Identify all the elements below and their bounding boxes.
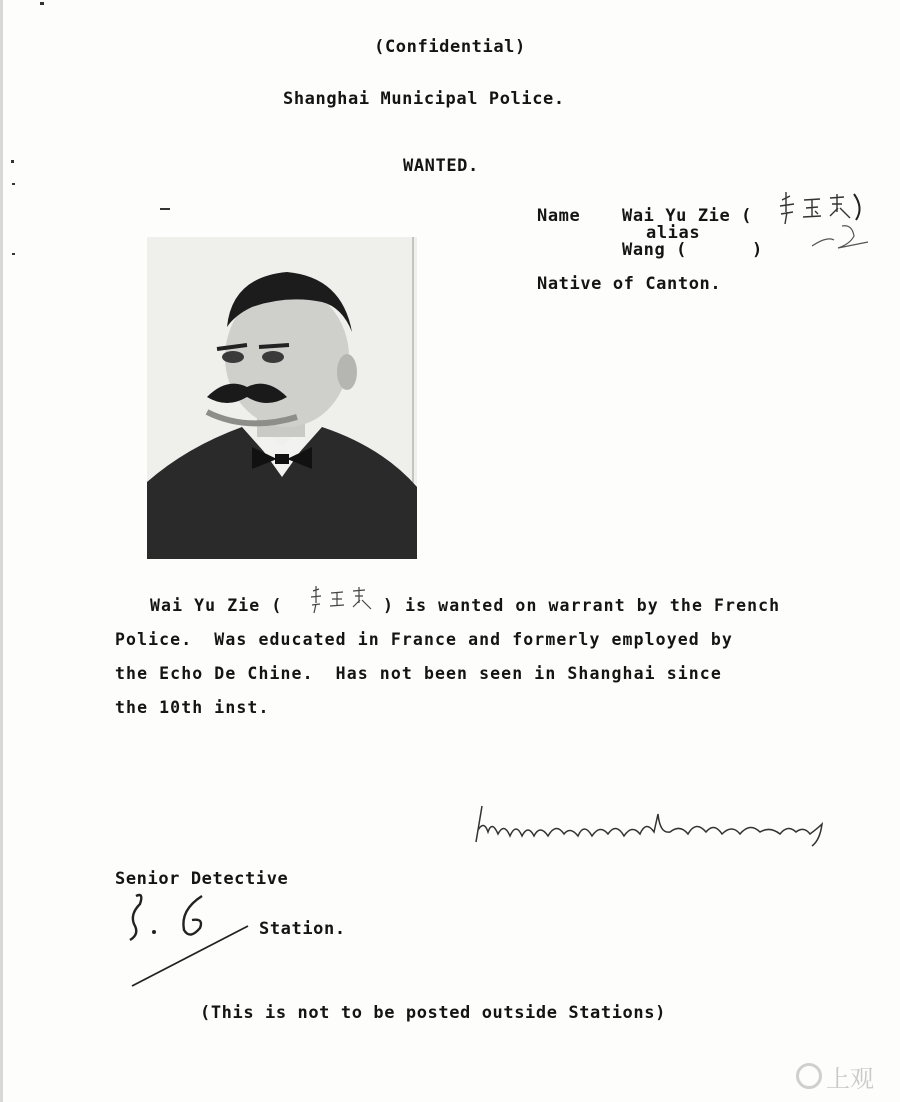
notice-line-3: the Echo De Chine. Has not been seen in Shanghai since xyxy=(115,664,722,683)
handwritten-chinese-name-small-image xyxy=(305,583,383,617)
native-of-line: Native of Canton. xyxy=(537,274,722,294)
notice-line-4: the 10th inst. xyxy=(115,698,270,717)
handwritten-signature-image xyxy=(470,800,830,850)
confidential-label: (Confidential) xyxy=(374,37,526,57)
notice-line-1a: Wai Yu Zie ( xyxy=(150,596,283,615)
alias-label: alias xyxy=(646,223,701,243)
scan-speck xyxy=(12,183,15,185)
scan-speck xyxy=(160,208,170,210)
name-value: Wai Yu Zie ( xyxy=(622,206,753,226)
watermark-text: 上观 xyxy=(826,1064,874,1093)
notice-line-2: Police. Was educated in France and formerly employed by xyxy=(115,630,733,649)
page-edge xyxy=(0,0,3,1102)
scan-speck xyxy=(12,253,15,255)
handwritten-chinese-name-image xyxy=(772,186,882,266)
suspect-photograph xyxy=(147,237,417,559)
name-label: Name xyxy=(537,206,581,226)
posting-note: (This is not to be posted outside Stations) xyxy=(200,1003,666,1023)
scan-speck xyxy=(11,160,14,163)
organization-title: Shanghai Municipal Police. xyxy=(283,89,565,109)
senior-detective-label: Senior Detective xyxy=(115,869,289,889)
watermark xyxy=(796,1058,892,1094)
watermark-logo-icon xyxy=(796,1063,822,1089)
station-label: Station. xyxy=(259,919,346,939)
alias-value: Wang ( ) xyxy=(622,240,763,260)
scan-speck xyxy=(40,2,44,5)
notice-line-1b: ) is wanted on warrant by the French xyxy=(383,596,781,615)
wanted-heading: WANTED. xyxy=(403,156,479,176)
handwritten-station-number-image xyxy=(118,890,258,990)
